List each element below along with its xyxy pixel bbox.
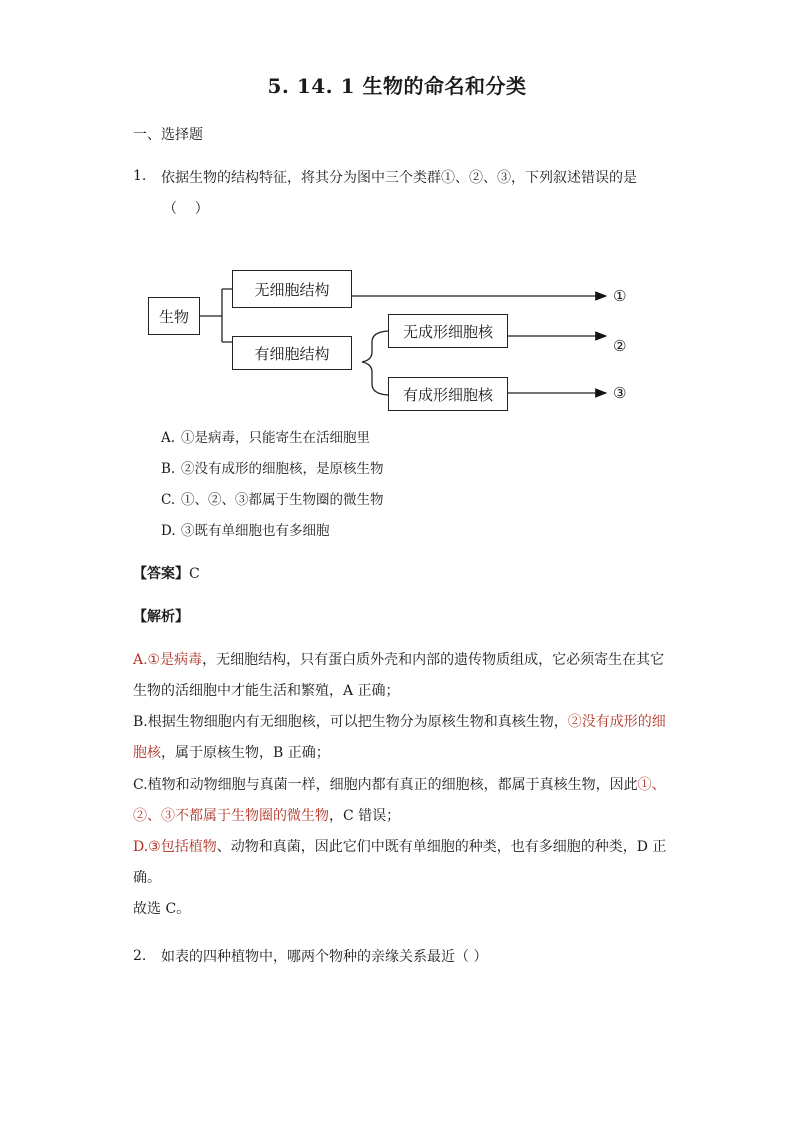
question-2-number: 2.	[133, 948, 147, 964]
analysis-label: 【解析】	[133, 609, 189, 625]
node-organism: 生物	[148, 297, 200, 335]
option-c: C. ①、②、③都属于生物圈的微生物	[161, 492, 384, 508]
explanation-line-4: 胞核，属于原核生物，B 正确；	[133, 745, 330, 761]
classification-diagram	[0, 0, 794, 420]
explanation-line-8: 确。	[133, 870, 161, 886]
node-has-cell-structure: 有细胞结构	[232, 336, 352, 370]
answer-label: 【答案】	[133, 566, 189, 582]
option-b: B. ②没有成形的细胞核，是原核生物	[161, 461, 384, 477]
question-1-paren: （ ）	[163, 201, 209, 217]
question-2-text: 如表的四种植物中，哪两个物种的亲缘关系最近（ ）	[161, 949, 488, 965]
page-title: 5. 14. 1 生物的命名和分类	[267, 74, 527, 98]
node-no-nucleus: 无成形细胞核	[388, 314, 508, 348]
option-d: D. ③既有单细胞也有多细胞	[161, 523, 330, 539]
explanation-line-5: C.植物和动物细胞与真菌一样，细胞内都有真正的细胞核，都属于真核生物，因此①、	[133, 777, 666, 793]
answer-value: C	[189, 566, 200, 582]
option-a: A. ①是病毒，只能寄生在活细胞里	[161, 430, 370, 446]
node-no-cell-structure: 无细胞结构	[232, 270, 352, 308]
connector-root	[200, 289, 232, 342]
section-heading: 一、选择题	[133, 127, 203, 143]
explanation-line-3: B.根据生物细胞内有无细胞核，可以把生物分为原核生物和真核生物，②没有成形的细	[133, 714, 666, 730]
question-1-number: 1.	[133, 168, 147, 184]
question-1-text: 依据生物的结构特征，将其分为图中三个类群①、②、③，下列叙述错误的是	[161, 170, 637, 186]
explanation-line-2: 生物的活细胞中才能生活和繁殖，A 正确；	[133, 683, 400, 699]
label-group-1: ①	[613, 287, 627, 305]
explanation-line-9: 故选 C。	[133, 901, 191, 917]
explanation-line-1: A.①是病毒，无细胞结构，只有蛋白质外壳和内部的遗传物质组成，它必须寄生在其它	[133, 652, 665, 668]
node-has-nucleus: 有成形细胞核	[388, 377, 508, 411]
label-group-3: ③	[613, 384, 627, 402]
label-group-2: ②	[613, 337, 627, 355]
explanation-line-7: D.③包括植物、动物和真菌，因此它们中既有单细胞的种类，也有多细胞的种类，D 正	[133, 839, 667, 855]
explanation-line-6: ②、③不都属于生物圈的微生物，C 错误；	[133, 808, 401, 824]
answer-line	[133, 563, 200, 583]
brace	[362, 331, 388, 395]
